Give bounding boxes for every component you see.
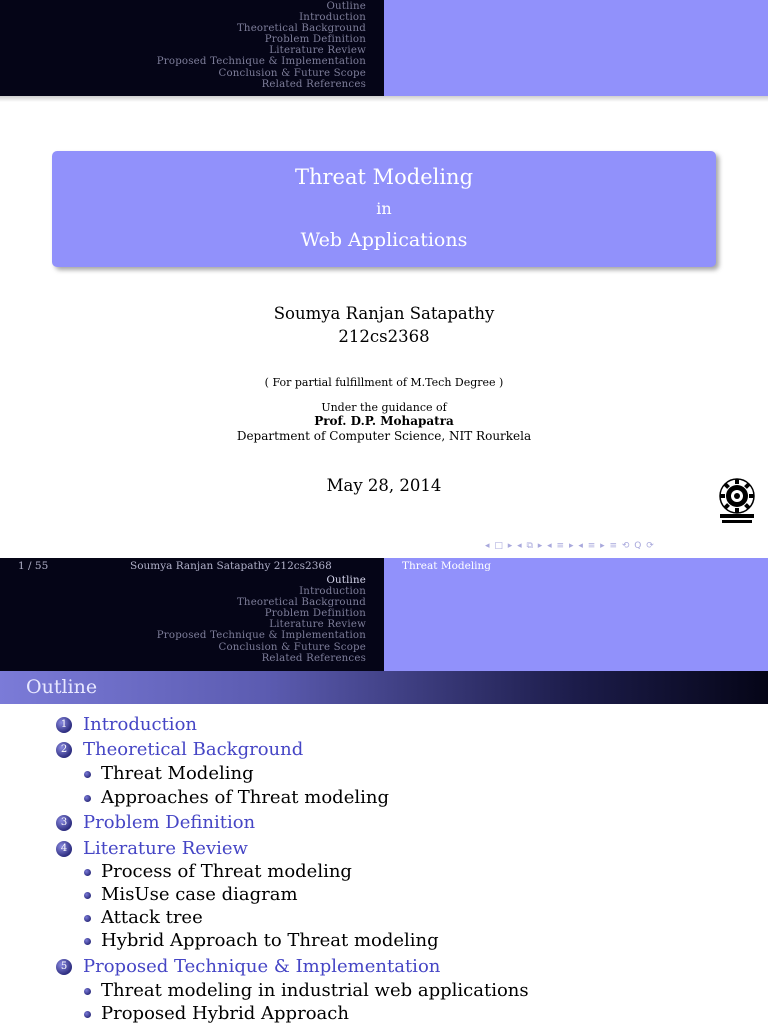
slide2-header-nav-panel — [0, 558, 384, 671]
nav-item-proposed-technique[interactable]: Proposed Technique & Implementation — [156, 56, 366, 68]
section-label-introduction[interactable]: Introduction — [83, 714, 197, 735]
nav-item-conclusion[interactable]: Conclusion & Future Scope — [218, 67, 366, 79]
section-number-badge: 4 — [56, 841, 72, 857]
section-number-badge: 3 — [56, 815, 72, 831]
bullet-icon — [84, 1011, 91, 1018]
bullet-icon — [84, 988, 91, 995]
nav2-item-outline[interactable]: Outline — [326, 575, 366, 586]
author-name: Soumya Ranjan Satapathy — [273, 304, 495, 323]
header-nav-panel — [0, 0, 384, 96]
nav-item-literature-review[interactable]: Literature Review — [269, 45, 366, 57]
department-text: Department of Computer Science, NIT Rourkela — [236, 429, 532, 443]
nav-item-theoretical-background[interactable]: Theoretical Background — [236, 23, 366, 35]
title-line-3: Web Applications — [300, 229, 468, 251]
footer-short-title: Threat Modeling — [402, 560, 492, 572]
subsection-label[interactable]: Process of Threat modeling — [101, 861, 352, 882]
subsection-label[interactable]: Attack tree — [101, 907, 203, 928]
bullet-icon — [84, 892, 91, 899]
subsection-label[interactable]: Proposed Hybrid Approach — [101, 1003, 349, 1024]
subsection-label[interactable]: Approaches of Threat modeling — [101, 787, 389, 808]
nav2-item-literature-review[interactable]: Literature Review — [269, 619, 366, 631]
bullet-icon — [84, 938, 91, 945]
title-line-1: Threat Modeling — [294, 165, 474, 189]
purpose-text: ( For partial fulfillment of M.Tech Degree ) — [264, 376, 504, 389]
bullet-icon — [84, 795, 91, 802]
footer-author: Soumya Ranjan Satapathy 212cs2368 — [130, 560, 332, 572]
author-roll: 212cs2368 — [338, 327, 430, 346]
nav2-item-references[interactable]: Related References — [261, 652, 366, 664]
slide2-header-right-panel — [384, 558, 768, 671]
section-label-literature-review[interactable]: Literature Review — [83, 838, 248, 859]
bullet-icon — [84, 869, 91, 876]
beamer-nav-controls[interactable]: ◂ □ ▸ ◂ ⧉ ▸ ◂ ≡ ▸ ◂ ≡ ▸ ≡ ⟲ Q ⟳ — [485, 541, 655, 551]
presentation-date: May 28, 2014 — [326, 476, 442, 495]
section-label-proposed-technique[interactable]: Proposed Technique & Implementation — [83, 956, 441, 977]
footer-page-number: 1 / 55 — [18, 560, 49, 572]
nav2-item-proposed-technique[interactable]: Proposed Technique & Implementation — [156, 630, 366, 642]
subsection-label[interactable]: Threat modeling in industrial web applications — [101, 980, 529, 1001]
nav-item-outline[interactable]: Outline — [326, 1, 366, 12]
nav2-item-problem-definition[interactable]: Problem Definition — [264, 608, 366, 620]
section-nav — [157, 1, 366, 90]
subsection-label[interactable]: Threat Modeling — [101, 763, 254, 784]
header-shadow — [0, 96, 768, 102]
guidance-text: Under the guidance of — [321, 401, 447, 414]
section-label-theoretical-background[interactable]: Theoretical Background — [83, 739, 304, 760]
subsection-label[interactable]: MisUse case diagram — [101, 884, 298, 905]
nav-item-introduction[interactable]: Introduction — [299, 12, 366, 24]
title-block — [52, 151, 716, 267]
outline-heading: Outline — [26, 676, 98, 698]
section-label-problem-definition[interactable]: Problem Definition — [83, 812, 256, 833]
title-line-2: in — [376, 199, 392, 218]
nav2-item-conclusion[interactable]: Conclusion & Future Scope — [218, 641, 366, 653]
section-number-badge: 2 — [56, 742, 72, 758]
header-right-panel — [384, 0, 768, 96]
bullet-icon — [84, 771, 91, 778]
section-nav-2 — [157, 575, 366, 664]
section-number-badge: 5 — [56, 959, 72, 975]
subsection-label[interactable]: Hybrid Approach to Threat modeling — [101, 930, 439, 951]
nav-item-problem-definition[interactable]: Problem Definition — [264, 34, 366, 46]
nav2-item-theoretical-background[interactable]: Theoretical Background — [236, 597, 366, 609]
nit-rourkela-logo — [714, 476, 760, 526]
section-number-badge: 1 — [56, 717, 72, 733]
outline-heading-bar — [0, 671, 768, 704]
guide-name: Prof. D.P. Mohapatra — [314, 414, 454, 428]
nav2-item-introduction[interactable]: Introduction — [299, 586, 366, 598]
bullet-icon — [84, 915, 91, 922]
nav-item-references[interactable]: Related References — [261, 78, 366, 90]
